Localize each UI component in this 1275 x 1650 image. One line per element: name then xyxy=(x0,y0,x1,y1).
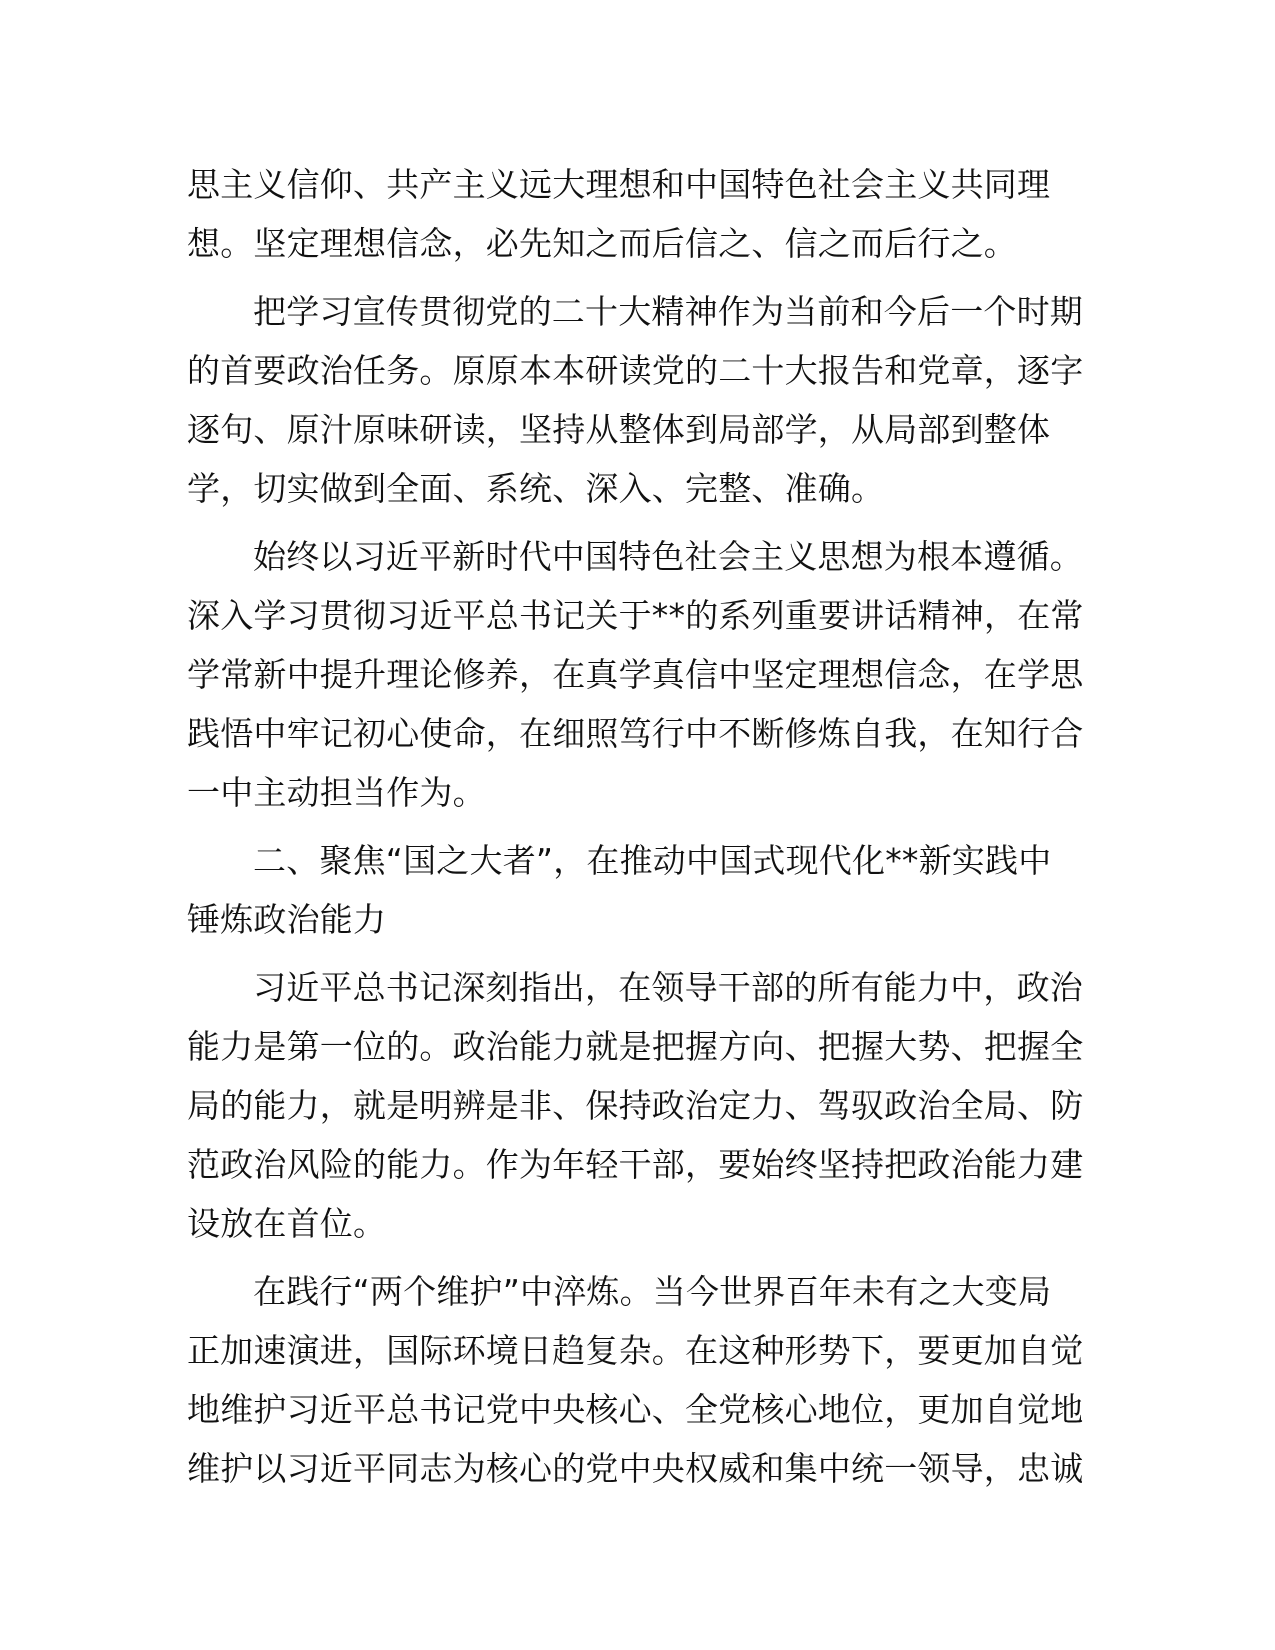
text-line: 的首要政治任务。原原本本研读党的二十大报告和党章，逐字 xyxy=(187,351,1084,390)
text-line: 习近平总书记深刻指出，在领导干部的所有能力中，政治 xyxy=(253,968,1083,1007)
text-line: 在践行“两个维护”中淬炼。当今世界百年未有之大变局 xyxy=(253,1272,1052,1311)
text-line: 设放在首位。 xyxy=(187,1204,387,1243)
text-line: 始终以习近平新时代中国特色社会主义思想为根本遵循。 xyxy=(253,537,1083,576)
text-line: 局的能力，就是明辨是非、保持政治定力、驾驭政治全局、防 xyxy=(187,1086,1084,1125)
text-line: 践悟中牢记初心使命，在细照笃行中不断修炼自我，在知行合 xyxy=(187,714,1084,753)
paragraph-continued xyxy=(187,155,1087,273)
paragraph-study-task xyxy=(187,282,1087,518)
text-line: 范政治风险的能力。作为年轻干部，要始终坚持把政治能力建 xyxy=(187,1145,1084,1184)
text-line: 能力是第一位的。政治能力就是把握方向、把握大势、把握全 xyxy=(187,1027,1084,1066)
text-line: 把学习宣传贯彻党的二十大精神作为当前和今后一个时期 xyxy=(253,292,1083,331)
text-line: 维护以习近平同志为核心的党中央权威和集中统一领导，忠诚 xyxy=(187,1449,1084,1488)
text-line: 逐句、原汁原味研读，坚持从整体到局部学，从局部到整体 xyxy=(187,410,1051,449)
heading-line: 二、聚焦“国之大者”，在推动中国式现代化**新实践中 xyxy=(253,841,1052,880)
text-line: 正加速演进，国际环境日趋复杂。在这种形势下，要更加自觉 xyxy=(187,1331,1084,1370)
text-line: 思主义信仰、共产主义远大理想和中国特色社会主义共同理 xyxy=(187,165,1051,204)
text-line: 想。坚定理想信念，必先知之而后信之、信之而后行之。 xyxy=(187,224,1017,263)
paragraph-two-upholds xyxy=(187,1262,1087,1498)
text-line: 深入学习贯彻习近平总书记关于**的系列重要讲话精神，在常 xyxy=(187,596,1084,635)
section-heading xyxy=(187,831,1087,949)
paragraph-guiding-thought xyxy=(187,527,1087,822)
text-line: 学常新中提升理论修养，在真学真信中坚定理想信念，在学思 xyxy=(187,655,1084,694)
heading-line: 锤炼政治能力 xyxy=(187,900,387,939)
document-body xyxy=(187,155,1087,1507)
text-line: 学，切实做到全面、系统、深入、完整、准确。 xyxy=(187,469,885,508)
paragraph-political-ability xyxy=(187,958,1087,1253)
text-line: 地维护习近平总书记党中央核心、全党核心地位，更加自觉地 xyxy=(187,1390,1084,1429)
text-line: 一中主动担当作为。 xyxy=(187,773,486,812)
